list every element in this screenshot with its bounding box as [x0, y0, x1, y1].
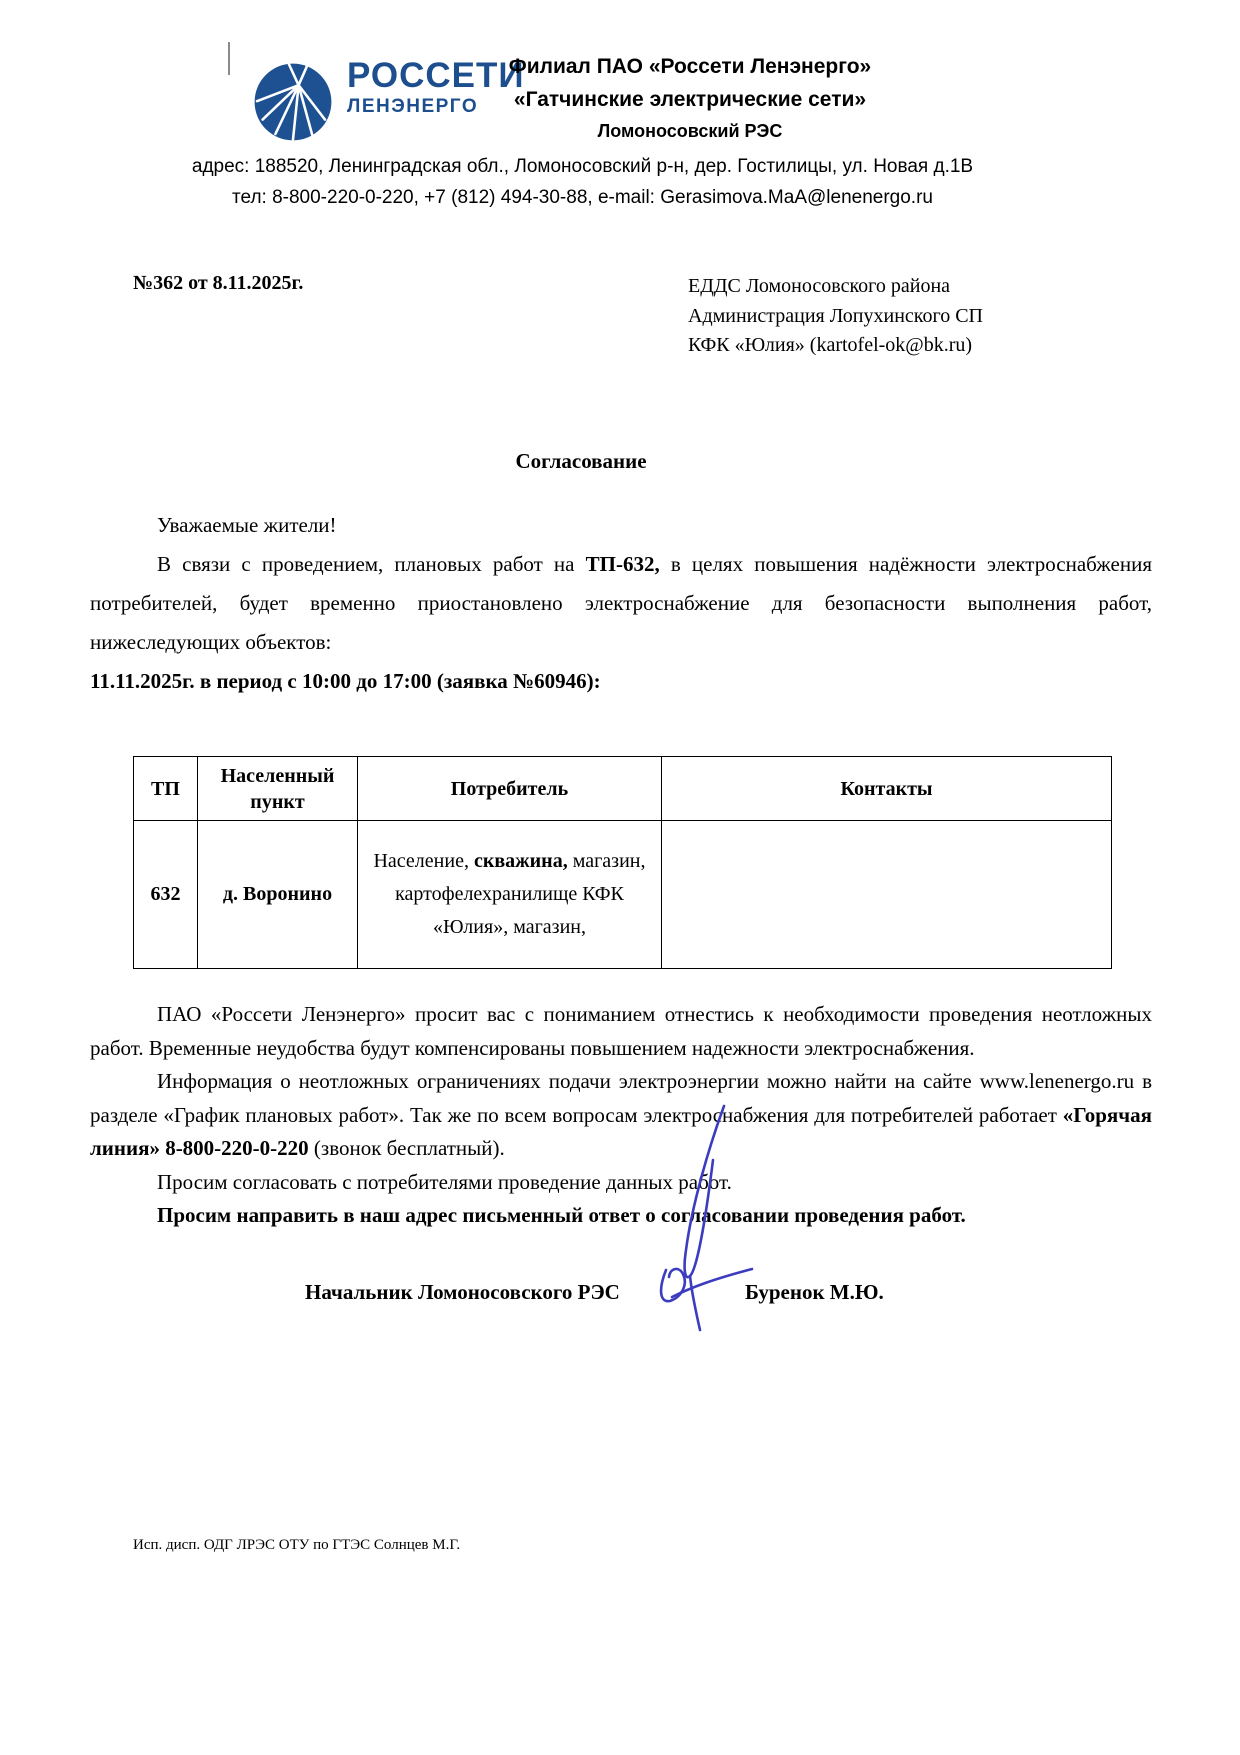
logo-subbrand-text: ЛЕНЭНЕРГО [347, 96, 479, 117]
org-district-name: Ломоносовский РЭС [597, 121, 783, 141]
salutation: Уважаемые жители! [157, 513, 337, 537]
letter-body [90, 506, 1152, 701]
org-phone-email-line: тел: 8-800-220-0-220, +7 (812) 494-30-88, e-mail: Gerasimova.MaA@lenenergo.ru [232, 187, 933, 208]
cell-settlement: д. Воронино [198, 821, 358, 969]
header-tp: ТП [134, 757, 198, 821]
table-row [134, 821, 1112, 969]
consumer-bold-text: скважина, [473, 850, 568, 872]
info-text: (звонок бесплатный). [308, 1136, 505, 1160]
document-title: Согласование [515, 449, 647, 473]
org-contacts [20, 151, 1145, 213]
coordination-request: Просим согласовать с потребителями проведение данных работ. [157, 1169, 732, 1194]
outage-schedule-line: 11.11.2025г. в период с 10:00 до 17:00 (заявка №60946): [90, 669, 601, 693]
intro-text: в целях повышения надёжности электроснабжения потребителей, будет временно приостановлено электроснабжение для безопасности выполнения работ, нижеследующих объектов: [90, 552, 1152, 654]
cell-consumer [358, 821, 662, 969]
cell-tp: 632 [134, 821, 198, 969]
org-address-line: адрес: 188520, Ленинградская обл., Ломоносовский р-н, дер. Гостилицы, ул. Новая д.1В [191, 156, 974, 177]
outage-objects-table [133, 756, 1112, 969]
header-consumer: Потребитель [358, 757, 662, 821]
executor-note: Исп. дисп. ОДГ ЛРЭС ОТУ по ГТЭС Солнцев М.Г. [133, 1537, 461, 1553]
info-paragraph [90, 1065, 1152, 1166]
org-branch-name: Филиал ПАО «Россети Ленэнерго» [508, 55, 872, 78]
scan-artifact-mark [228, 42, 230, 75]
addressee-list [688, 272, 983, 361]
table-header-row [134, 757, 1112, 821]
tp-number: ТП-632, [585, 552, 660, 576]
written-reply-request: Просим направить в наш адрес письменный ответ о согласовании проведения работ. [157, 1203, 966, 1227]
apology-paragraph: ПАО «Россети Ленэнерго» просит вас с пониманием отнестись к необходимости проведения неотложных работ. Временные неудобства будут компенсированы повышением надежности электроснабжения. [90, 1002, 1152, 1060]
closing-text [90, 998, 1152, 1233]
consumer-text: магазин, картофелехранилище КФК «Юлия», магазин, [395, 850, 646, 938]
org-network-name: «Гатчинские электрические сети» [513, 88, 867, 111]
organization-header [430, 56, 950, 140]
header-contacts: Контакты [662, 757, 1112, 821]
info-text: Информация о неотложных ограничениях подачи электроэнергии можно найти на сайте www.lenenergo.ru в разделе «График плановых работ». Так же по всем вопросам электроснабжения для потребителей работает [90, 1069, 1152, 1127]
cell-contacts [662, 821, 1112, 969]
header-settlement: Населенный пункт [198, 757, 358, 821]
consumer-text: Население, [373, 850, 474, 872]
addressee-item: КФК «Юлия» (kartofel-ok@bk.ru) [688, 334, 973, 356]
addressee-item: Администрация Лопухинского СП [688, 304, 983, 327]
signer-position: Начальник Ломоносовского РЭС [305, 1280, 620, 1304]
addressee-item: ЕДДС Ломоносовского района [688, 275, 951, 297]
rosseti-logo-icon [253, 62, 333, 142]
letter-number-date: №362 от 8.11.2025г. [133, 272, 304, 294]
signer-name: Буренок М.Ю. [745, 1280, 884, 1304]
logo-brand-text: РОССЕТИ [347, 56, 525, 95]
intro-paragraph [90, 545, 1152, 662]
hotline-text: «Горячая линия» 8-800-220-0-220 [90, 1102, 1152, 1160]
intro-text: В связи с проведением, плановых работ на [157, 552, 586, 576]
